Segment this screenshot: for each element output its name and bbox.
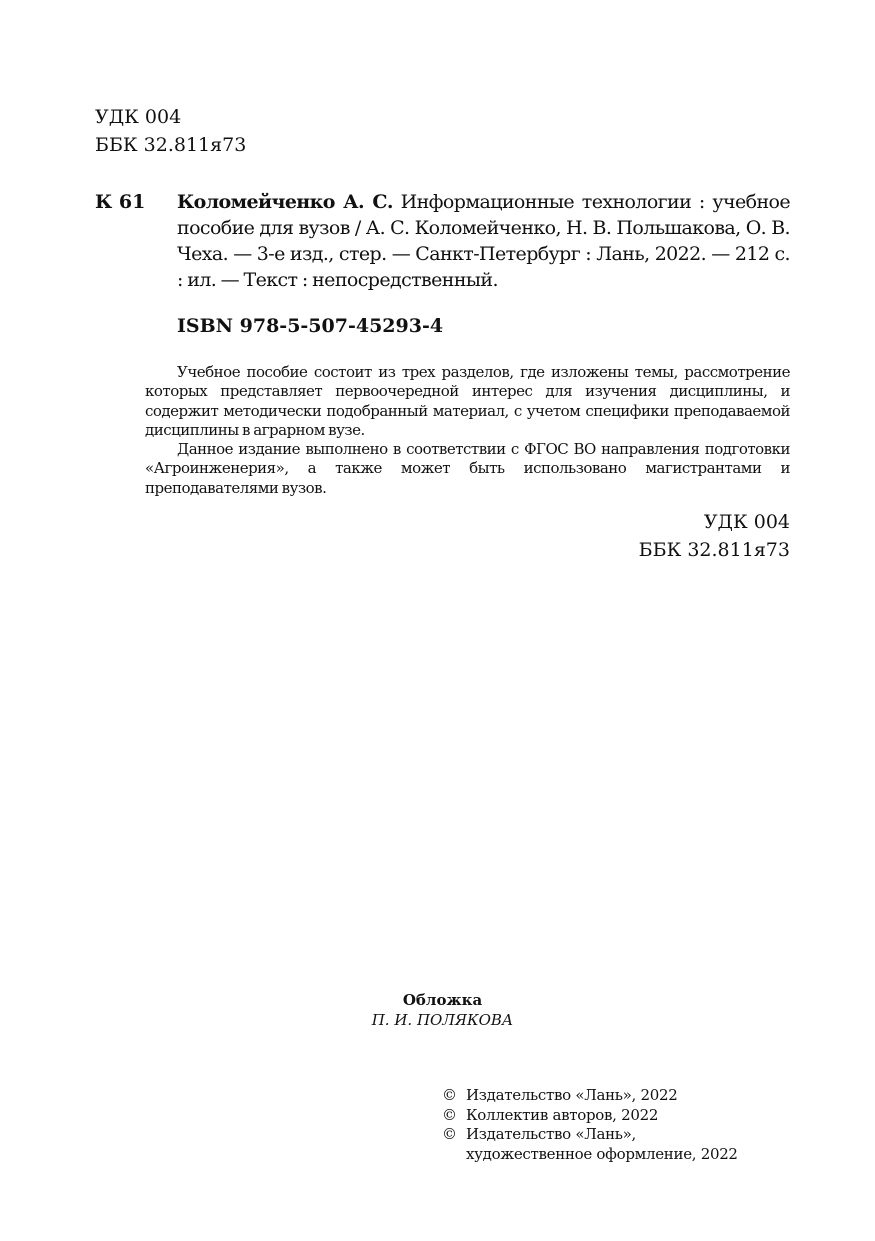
annotation-paragraph: Данное издание выполнено в соответствии с ФГОС ВО направления подготовки «Агроинженерия», а также может быть использовано магистрантами и преподавателями вузов.: [145, 440, 790, 497]
classification-bottom: [639, 508, 790, 564]
copyright-text: Коллектив авторов, 2022: [466, 1105, 659, 1124]
cover-credit: [300, 990, 585, 1030]
catalog-author: Коломейченко А. С.: [177, 191, 393, 213]
copyright-icon: ©: [442, 1105, 457, 1124]
cover-credit-title: Обложка: [402, 991, 483, 1009]
udk-code: УДК 004: [95, 106, 182, 128]
bbk-code: ББК 32.811я73: [638, 539, 790, 561]
catalog-entry: [177, 189, 790, 293]
catalog-code: К 61: [95, 191, 146, 213]
udk-code: УДК 004: [703, 511, 790, 533]
copyright-line: [442, 1125, 738, 1145]
copyright-text-continuation: художественное оформление, 2022: [466, 1144, 738, 1163]
copyright-icon: ©: [442, 1125, 457, 1143]
catalog-description: Информационные технологии : учебное пособие для вузов / А. С. Коломейченко, Н. В. Польшакова, О. В. Чеха. — 3-е изд., стер. — Санкт-Петербург : Лань, 2022. — 212 с. : ил. — Текст : непосредственный.: [177, 191, 791, 291]
bbk-code: ББК 32.811я73: [95, 134, 247, 156]
copyright-line: [442, 1106, 738, 1126]
copyright-block: [442, 1086, 738, 1164]
copyright-text: Издательство «Лань», 2022: [466, 1086, 678, 1104]
isbn: ISBN 978-5-507-45293-4: [177, 315, 444, 337]
annotation-paragraph: Учебное пособие состоит из трех разделов, где изложены темы, рассмотрение которых представляет первоочередной интерес для изучения дисциплины, и содержит методически подобранный материал, с учетом специфики преподаваемой дисциплины в аграрном вузе.: [145, 363, 790, 439]
annotation: [145, 363, 790, 498]
classification-top: [95, 103, 246, 159]
copyright-text: Издательство «Лань»,: [466, 1125, 637, 1143]
cover-credit-name: П. И. ПОЛЯКОВА: [371, 1011, 514, 1029]
copyright-icon: ©: [442, 1086, 457, 1104]
copyright-line: [442, 1086, 738, 1106]
